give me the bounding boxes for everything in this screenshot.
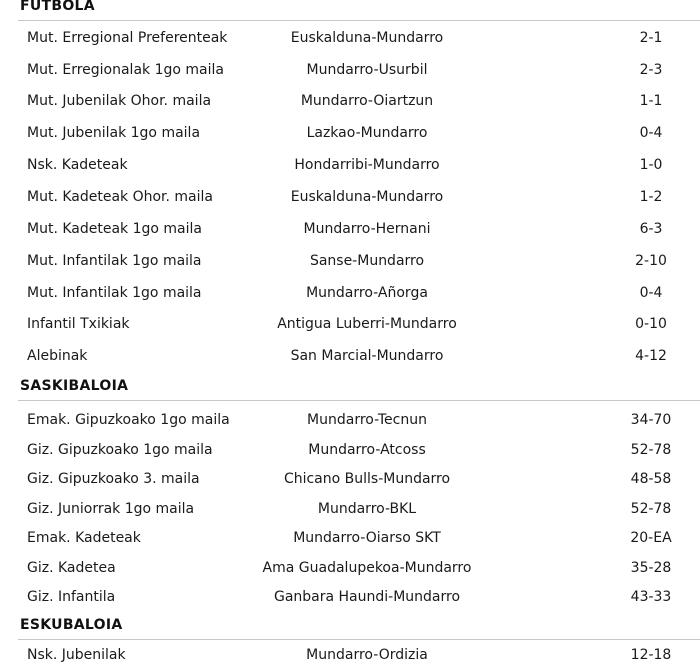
score-cell: 0-4: [639, 285, 663, 301]
table-row: [0, 185, 700, 209]
category-cell: Mut. Kadeteak 1go maila: [27, 221, 202, 237]
score-cell: 4-12: [635, 348, 667, 364]
category-cell: Mut. Kadeteak Ohor. maila: [27, 189, 213, 205]
table-row: [0, 153, 700, 177]
match-cell: Mundarro-Usurbil: [306, 62, 428, 78]
score-cell: 35-28: [630, 560, 672, 576]
match-cell: Mundarro-Añorga: [306, 285, 428, 301]
table-row: [0, 121, 700, 145]
score-cell: 52-78: [630, 501, 672, 517]
match-cell: Mundarro-Oiartzun: [300, 93, 434, 109]
category-cell: Giz. Kadetea: [27, 560, 116, 576]
section-title-futbola: FUTBOLA: [20, 0, 95, 14]
score-cell: 6-3: [639, 221, 663, 237]
table-row: [0, 556, 700, 580]
match-cell: Hondarribi-Mundarro: [294, 157, 440, 173]
table-row: [0, 312, 700, 336]
table-row: [0, 58, 700, 82]
score-cell: 1-2: [639, 189, 663, 205]
section-divider: [18, 400, 700, 401]
match-cell: Lazkao-Mundarro: [306, 125, 428, 141]
table-row: [0, 643, 700, 667]
score-cell: 1-0: [639, 157, 663, 173]
match-cell: Euskalduna-Mundarro: [290, 30, 444, 46]
score-cell: 0-4: [639, 125, 663, 141]
score-cell: 2-1: [639, 30, 663, 46]
category-cell: Emak. Gipuzkoako 1go maila: [27, 412, 230, 428]
score-cell: 48-58: [630, 471, 672, 487]
table-row: [0, 585, 700, 609]
category-cell: Mut. Jubenilak Ohor. maila: [27, 93, 212, 109]
section-divider: [18, 639, 700, 640]
section-title-saskibaloia: SASKIBALOIA: [20, 378, 129, 394]
score-cell: 12-18: [630, 647, 672, 663]
category-cell: Giz. Gipuzkoako 3. maila: [27, 471, 200, 487]
table-row: [0, 438, 700, 462]
table-row: [0, 526, 700, 550]
category-cell: Mut. Infantilak 1go maila: [27, 253, 202, 269]
score-cell: 2-3: [639, 62, 663, 78]
match-cell: Euskalduna-Mundarro: [290, 189, 444, 205]
match-cell: Mundarro-Ordizia: [306, 647, 428, 663]
score-cell: 34-70: [630, 412, 672, 428]
category-cell: Alebinak: [27, 348, 88, 364]
table-row: [0, 217, 700, 241]
match-cell: Mundarro-Atcoss: [308, 442, 426, 458]
score-cell: 20-EA: [630, 530, 672, 546]
category-cell: Giz. Gipuzkoako 1go maila: [27, 442, 213, 458]
category-cell: Giz. Juniorrak 1go maila: [27, 501, 195, 517]
category-cell: Emak. Kadeteak: [27, 530, 141, 546]
category-cell: Nsk. Jubenilak: [27, 647, 126, 663]
table-row: [0, 408, 700, 432]
section-divider: [18, 20, 700, 21]
table-row: [0, 344, 700, 368]
match-cell: Chicano Bulls-Mundarro: [283, 471, 451, 487]
category-cell: Infantil Txikiak: [27, 316, 130, 332]
match-cell: Sanse-Mundarro: [309, 253, 425, 269]
match-cell: Ganbara Haundi-Mundarro: [273, 589, 461, 605]
match-cell: Mundarro-Oiarso SKT: [293, 530, 441, 546]
category-cell: Mut. Jubenilak 1go maila: [27, 125, 201, 141]
match-cell: Ama Guadalupekoa-Mundarro: [262, 560, 472, 576]
score-cell: 0-10: [635, 316, 667, 332]
match-cell: Mundarro-BKL: [317, 501, 417, 517]
match-cell: Antigua Luberri-Mundarro: [277, 316, 457, 332]
category-cell: Mut. Erregionalak 1go maila: [27, 62, 224, 78]
category-cell: Mut. Erregional Preferenteak: [27, 30, 228, 46]
table-row: [0, 281, 700, 305]
table-row: [0, 89, 700, 113]
table-row: [0, 497, 700, 521]
category-cell: Mut. Infantilak 1go maila: [27, 285, 202, 301]
score-cell: 1-1: [639, 93, 663, 109]
table-row: [0, 249, 700, 273]
table-row: [0, 467, 700, 491]
match-cell: Mundarro-Hernani: [303, 221, 431, 237]
category-cell: Nsk. Kadeteak: [27, 157, 128, 173]
score-cell: 43-33: [630, 589, 672, 605]
category-cell: Giz. Infantila: [27, 589, 116, 605]
section-title-eskubaloia: ESKUBALOIA: [20, 617, 123, 633]
score-cell: 2-10: [635, 253, 667, 269]
match-cell: San Marcial-Mundarro: [290, 348, 444, 364]
score-cell: 52-78: [630, 442, 672, 458]
table-row: [0, 26, 700, 50]
match-cell: Mundarro-Tecnun: [307, 412, 427, 428]
